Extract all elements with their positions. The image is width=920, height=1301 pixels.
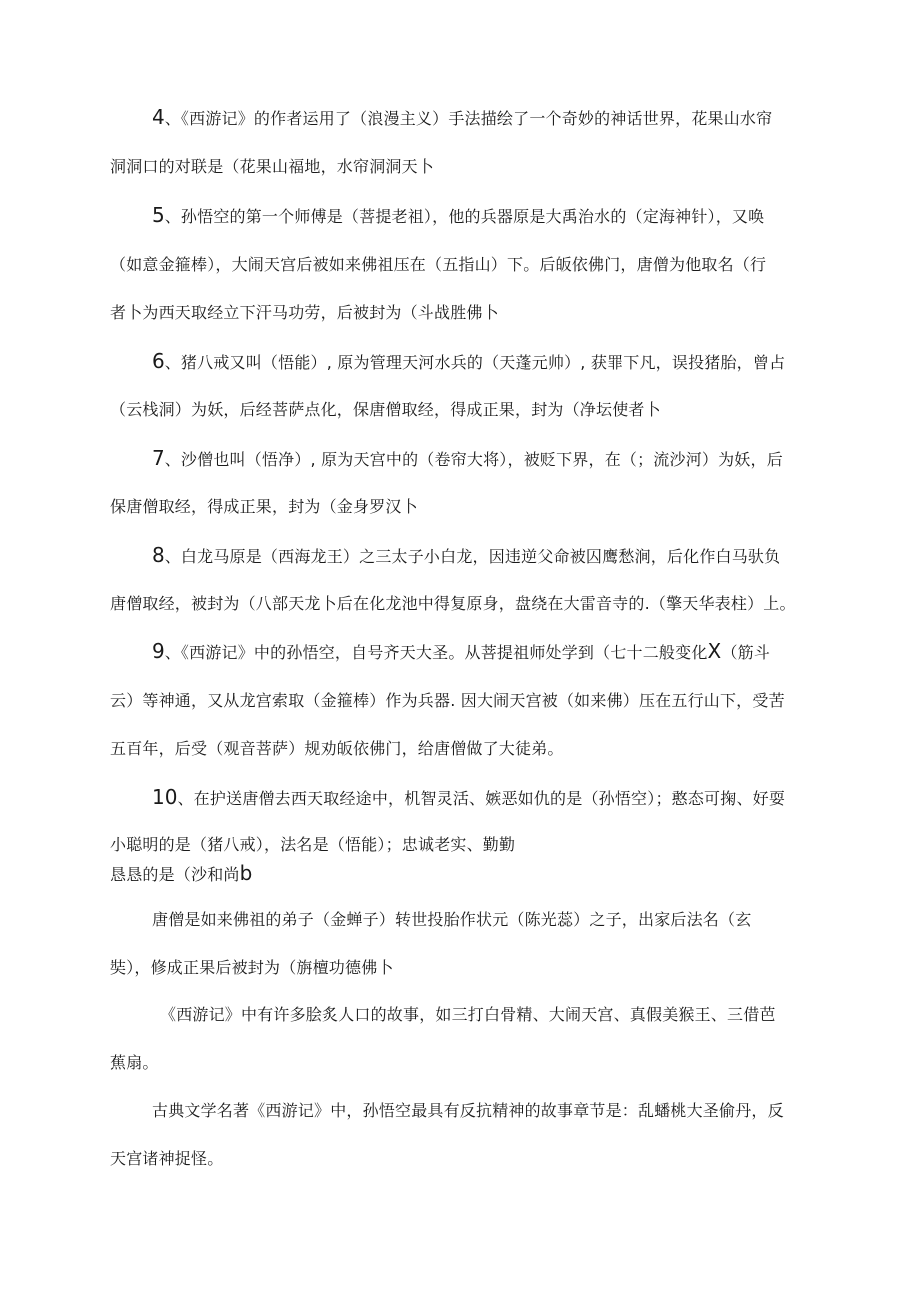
item-8-line-1: 8、白龙马原是（西海龙王）之三太子小白龙，因违逆父命被囚鹰愁涧，后化作白马驮负: [152, 543, 781, 567]
item-7-number: 7: [152, 446, 165, 470]
item-10-number: 10: [152, 785, 178, 809]
paragraph-2-line-2: 蕉扇。: [110, 1053, 159, 1072]
item-9-line-1: 9、《西游记》中的孙悟空，自号齐天大圣。从菩提祖师处学到（七十二般变化X（筋斗: [152, 639, 771, 663]
item-6-line-2: （云栈洞）为妖，后经菩萨点化，保唐僧取经，得成正果，封为（净坛使者卜: [110, 400, 661, 419]
item-9-line-2: 云）等神通，又从龙宫索取（金箍棒）作为兵器. 因大闹天宫被（如来佛）压在五行山下，受苦: [110, 691, 785, 710]
item-5-number: 5: [152, 203, 165, 227]
paragraph-3-line-1: 古典文学名著《西游记》中，孙悟空最具有反抗精神的故事章节是：乱蟠桃大圣偷丹，反: [152, 1101, 784, 1120]
item-7-line-2: 保唐僧取经，得成正果，封为（金身罗汉卜: [110, 497, 418, 516]
item-9-number: 9: [152, 639, 165, 663]
item-10-b-glyph: b: [239, 861, 253, 885]
item-4-line-1: 4、《西游记》的作者运用了（浪漫主义）手法描绘了一个奇妙的神话世界，花果山水帘: [152, 105, 773, 129]
item-6-number: 6: [152, 349, 165, 373]
paragraph-3-line-2: 天宫诸神捉怪。: [110, 1149, 224, 1168]
item-9-line-3: 五百年，后受（观音菩萨）规劝皈依佛门，给唐僧做了大徒弟。: [110, 739, 564, 758]
item-6-line-1: 6、猪八戒又叫（悟能）, 原为管理天河水兵的（天蓬元帅）, 获罪下凡，误投猪胎，曾占: [152, 349, 786, 373]
item-9-x-glyph: X: [707, 639, 722, 663]
paragraph-1-line-2: 奘），修成正果后被封为（旃檀功德佛卜: [110, 958, 394, 977]
item-7-line-1: 7、沙僧也叫（悟净）, 原为天宫中的（卷帘大将），被贬下界，在（；流沙河）为妖，后: [152, 446, 783, 470]
item-5-line-3: 者卜为西天取经立下汗马功劳，后被封为（斗战胜佛卜: [110, 303, 499, 322]
item-8-line-2: 唐僧取经，被封为（八部天龙卜后在化龙池中得复原身，盘绕在大雷音寺的.（擎天华表柱）上。: [110, 594, 796, 613]
item-10-line-3: 恳恳的是（沙和尚b: [110, 861, 253, 885]
item-8-number: 8: [152, 543, 165, 567]
paragraph-2-line-1: 《西游记》中有许多脍炙人口的故事，如三打白骨精、大闹天宫、真假美猴王、三借芭: [160, 1005, 776, 1024]
item-10-line-1: 10、在护送唐僧去西天取经途中，机智灵活、嫉恶如仇的是（孙悟空）；憨态可掬、好耍: [152, 785, 786, 809]
item-4-number: 4: [152, 105, 165, 129]
item-10-line-2: 小聪明的是（猪八戒），法名是（悟能）；忠诚老实、勤勤: [110, 835, 516, 854]
item-5-line-1: 5、孙悟空的第一个师傅是（菩提老祖），他的兵器原是大禹治水的（定海神针），又唤: [152, 203, 765, 227]
paragraph-1-line-1: 唐僧是如来佛祖的弟子（金蝉子）转世投胎作状元（陈光蕊）之子，出家后法名（玄: [152, 910, 752, 929]
item-5-line-2: （如意金箍棒），大闹天宫后被如来佛祖压在（五指山）下。后皈依佛门，唐僧为他取名（行: [110, 255, 767, 274]
item-4-line-2: 洞洞口的对联是（花果山福地，水帘洞洞天卜: [110, 157, 435, 176]
